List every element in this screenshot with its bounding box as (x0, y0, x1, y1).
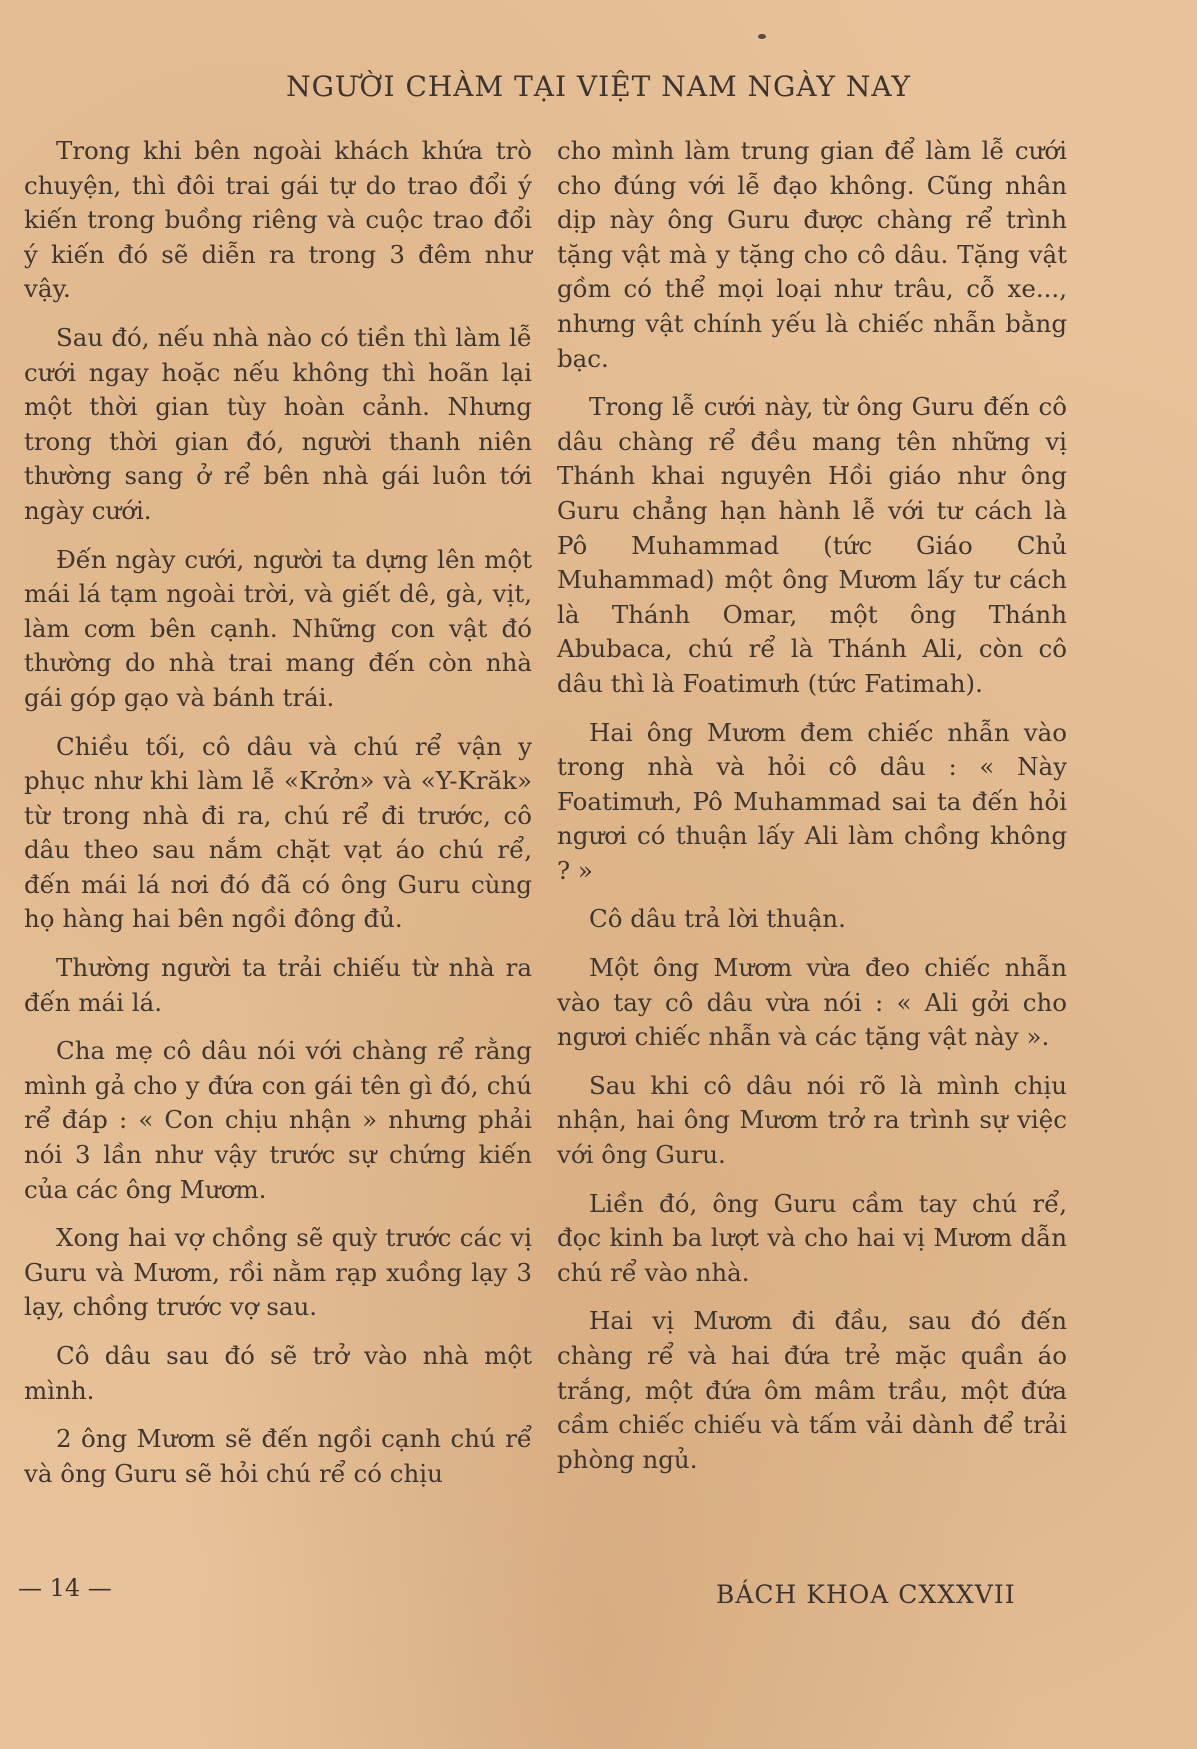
paragraph: Chiều tối, cô dâu và chú rể vận y phục như khi làm lễ «Krởn» và «Y-Krăk» từ trong nhà đi ra, chú rể đi trước, cô dâu theo sau nắm chặt vạt áo chú rể, đến mái lá nơi đó đã có ông Guru cùng họ hàng hai bên ngồi đông đủ. (24, 731, 532, 934)
left-column (24, 134, 532, 1505)
paragraph: Cô dâu sau đó sẽ trở vào nhà một mình. (24, 1341, 532, 1405)
ink-speck (758, 34, 766, 39)
right-column (557, 134, 1067, 1491)
paragraph: Sau khi cô dâu nói rõ là mình chịu nhận, hai ông Mươm trở ra trình sự việc với ông Guru. (557, 1070, 1067, 1170)
paragraph: Hai ông Mươm đem chiếc nhẫn vào trong nhà và hỏi cô dâu : « Này Foatimưh, Pô Muhammad sai ta đến hỏi ngươi có thuận lấy Ali làm chồng không ? » (557, 717, 1067, 885)
paragraph: Thường người ta trải chiếu từ nhà ra đến mái lá. (24, 953, 532, 1017)
paragraph: Sau đó, nếu nhà nào có tiền thì làm lễ cưới ngay hoặc nếu không thì hoãn lại một thời gian tùy hoàn cảnh. Nhưng trong thời gian đó, người thanh niên thường sang ở rể bên nhà gái luôn tới ngày cưới. (24, 322, 532, 525)
paragraph: cho mình làm trung gian để làm lễ cưới cho đúng với lễ đạo không. Cũng nhân dịp này ông Guru được chàng rể trình tặng vật mà y tặng cho cô dâu. Tặng vật gồm có thể mọi loại như trâu, cỗ xe..., nhưng vật chính yếu là chiếc nhẫn bằng bạc. (557, 136, 1067, 373)
paragraph: Hai vị Mươm đi đầu, sau đó đến chàng rể và hai đứa trẻ mặc quần áo trắng, một đứa ôm mâm trầu, một đứa cầm chiếc chiếu và tấm vải dành để trải phòng ngủ. (557, 1306, 1067, 1474)
paragraph: Xong hai vợ chồng sẽ quỳ trước các vị Guru và Mươm, rồi nằm rạp xuồng lạy 3 lạy, chồng trước vợ sau. (24, 1223, 532, 1322)
journal-issue: BÁCH KHOA CXXXVII (716, 1580, 1016, 1609)
paragraph: Một ông Mươm vừa đeo chiếc nhẫn vào tay cô dâu vừa nói : « Ali gởi cho ngươi chiếc nhẫn và các tặng vật này ». (557, 953, 1067, 1052)
paragraph: Cha mẹ cô dâu nói với chàng rể rằng mình gả cho y đứa con gái tên gì đó, chú rể đáp : « Con chịu nhận » nhưng phải nói 3 lần như vậy trước sự chứng kiến của các ông Mươm. (24, 1036, 532, 1204)
paragraph: Trong lễ cưới này, từ ông Guru đến cô dâu chàng rể đều mang tên những vị Thánh khai nguyên Hồi giáo như ông Guru chẳng hạn hành lễ với tư cách là Pô Muhammad (tức Giáo Chủ Muhammad) một ông Mươm lấy tư cách là Thánh Omar, một ông Thánh Abubaca, chú rể là Thánh Ali, còn cô dâu thì là Foatimưh (tức Fatimah). (557, 392, 1067, 698)
paragraph: Liền đó, ông Guru cầm tay chú rể, đọc kinh ba lượt và cho hai vị Mươm dẫn chú rể vào nhà. (557, 1188, 1067, 1287)
running-head: NGƯỜI CHÀM TẠI VIỆT NAM NGÀY NAY (286, 70, 911, 103)
paragraph: 2 ông Mươm sẽ đến ngồi cạnh chú rể và ông Guru sẽ hỏi chú rể có chịu (24, 1424, 532, 1488)
paragraph: Đến ngày cưới, người ta dựng lên một mái lá tạm ngoài trời, và giết dê, gà, vịt, làm cơm bên cạnh. Những con vật đó thường do nhà trai mang đến còn nhà gái góp gạo và bánh trái. (24, 544, 532, 712)
paragraph: Trong khi bên ngoài khách khứa trò chuyện, thì đôi trai gái tự do trao đổi ý kiến trong buồng riêng và cuộc trao đổi ý kiến đó sẽ diễn ra trong 3 đêm như vậy. (24, 136, 532, 304)
paragraph: Cô dâu trả lời thuận. (589, 904, 846, 934)
page-number: — 14 — (18, 1574, 112, 1602)
